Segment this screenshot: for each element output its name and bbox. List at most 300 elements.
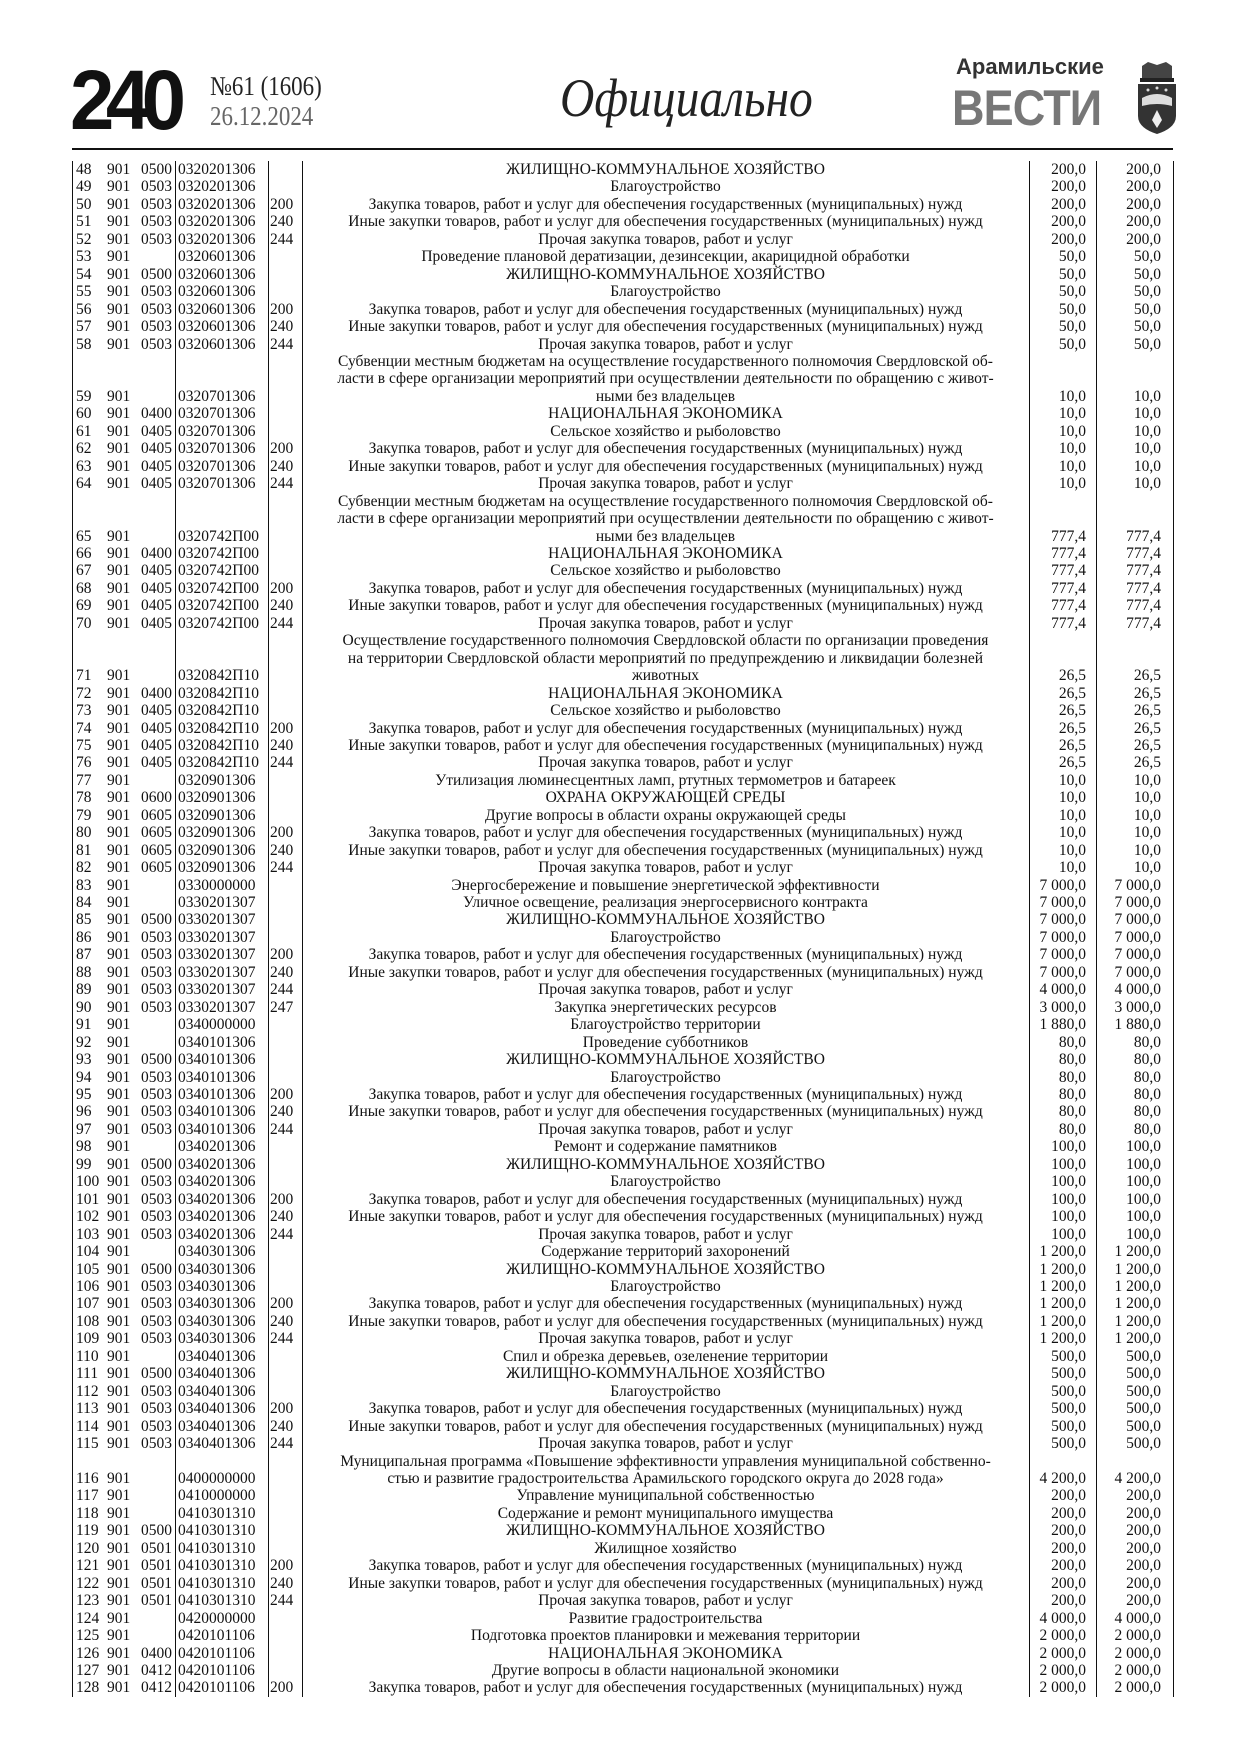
grbs-code: 901 xyxy=(107,475,131,493)
target-code: 0340101306 xyxy=(178,1051,256,1069)
table-row xyxy=(72,336,1173,353)
item-name xyxy=(302,1557,1029,1574)
row-number: 116 xyxy=(76,1469,99,1487)
expense-type-code: 200 xyxy=(270,1295,294,1313)
amount-2025: 50,0 xyxy=(1058,318,1086,336)
row-number: 73 xyxy=(76,702,92,720)
item-name xyxy=(302,353,1029,405)
item-name-line: Прочая закупка товаров, работ и услуг xyxy=(538,230,793,248)
row-number: 108 xyxy=(76,1312,100,1330)
target-code: 0320901306 xyxy=(178,841,256,859)
section-code: 0405 xyxy=(141,719,172,737)
row-number: 55 xyxy=(76,283,92,301)
target-code: 0320701306 xyxy=(178,457,256,475)
item-name-line: Закупка товаров, работ и услуг для обеспечения государственных (муниципальных) нужд xyxy=(368,1400,963,1418)
row-number: 118 xyxy=(76,1504,99,1522)
grbs-code: 901 xyxy=(107,824,131,842)
target-code: 0320842П10 xyxy=(178,702,259,720)
amount-2025: 777,4 xyxy=(1051,544,1086,562)
target-code: 0340201306 xyxy=(178,1155,256,1173)
grbs-code: 901 xyxy=(107,1190,131,1208)
row-number: 103 xyxy=(76,1225,100,1243)
amount-2026: 100,0 xyxy=(1126,1173,1161,1191)
section-code: 0412 xyxy=(141,1679,172,1697)
expense-type-code: 200 xyxy=(270,824,294,842)
item-name xyxy=(302,161,1029,178)
amount-2025: 200,0 xyxy=(1051,195,1086,213)
amount-2026: 80,0 xyxy=(1133,1033,1161,1051)
grbs-code: 901 xyxy=(107,1644,131,1662)
target-code: 0320201306 xyxy=(178,213,256,231)
grbs-code: 901 xyxy=(107,1295,131,1313)
row-number: 94 xyxy=(76,1068,92,1086)
row-number: 58 xyxy=(76,335,92,353)
target-code: 0420000000 xyxy=(178,1609,256,1627)
amount-2026: 777,4 xyxy=(1126,544,1161,562)
grbs-code: 901 xyxy=(107,614,131,632)
item-name xyxy=(302,1051,1029,1068)
section-code: 0503 xyxy=(141,318,172,336)
row-number: 122 xyxy=(76,1574,100,1592)
item-name-line: Прочая закупка товаров, работ и услуг xyxy=(538,754,793,772)
table-row xyxy=(72,1592,1173,1609)
table-row xyxy=(72,440,1173,457)
section-code: 0503 xyxy=(141,1312,172,1330)
section-code: 0405 xyxy=(141,562,172,580)
table-row xyxy=(72,1191,1173,1208)
expense-type-code: 200 xyxy=(270,719,294,737)
amount-2025: 26,5 xyxy=(1058,719,1086,737)
target-code: 0340000000 xyxy=(178,1016,256,1034)
target-code: 0320901306 xyxy=(178,824,256,842)
target-code: 0340101306 xyxy=(178,1120,256,1138)
amount-2026: 26,5 xyxy=(1133,702,1161,720)
item-name-line: Закупка товаров, работ и услуг для обеспечения государственных (муниципальных) нужд xyxy=(368,300,963,318)
table-row xyxy=(72,213,1173,230)
item-name xyxy=(302,1627,1029,1644)
row-number: 71 xyxy=(76,667,92,685)
amount-2026: 1 200,0 xyxy=(1114,1330,1161,1348)
item-name-line: Благоустройство xyxy=(610,283,721,301)
item-name-line: Энергосбережение и повышение энергетической эффективности xyxy=(451,876,880,894)
page-number: 240 xyxy=(70,53,178,147)
row-number: 80 xyxy=(76,824,92,842)
section-code: 0503 xyxy=(141,213,172,231)
target-code: 0320742П00 xyxy=(178,544,259,562)
item-name xyxy=(302,772,1029,789)
table-row xyxy=(72,1505,1173,1522)
table-row xyxy=(72,1086,1173,1103)
amount-2026: 26,5 xyxy=(1133,736,1161,754)
amount-2025: 10,0 xyxy=(1058,859,1086,877)
table-row xyxy=(72,1156,1173,1173)
grbs-code: 901 xyxy=(107,859,131,877)
section-code: 0400 xyxy=(141,544,172,562)
section-code: 0400 xyxy=(141,405,172,423)
amount-2026: 26,5 xyxy=(1133,667,1161,685)
target-code: 0340301306 xyxy=(178,1312,256,1330)
amount-2026: 80,0 xyxy=(1133,1051,1161,1069)
amount-2026: 10,0 xyxy=(1133,440,1161,458)
amount-2025: 2 000,0 xyxy=(1039,1644,1086,1662)
item-name xyxy=(302,196,1029,213)
section-code: 0503 xyxy=(141,1225,172,1243)
expense-type-code: 240 xyxy=(270,1574,294,1592)
table-row xyxy=(72,1243,1173,1260)
item-name xyxy=(302,1103,1029,1120)
budget-table xyxy=(72,161,1173,1697)
item-name-line: Подготовка проектов планировки и межевания территории xyxy=(470,1627,861,1645)
amount-2026: 200,0 xyxy=(1126,1557,1161,1575)
expense-type-code: 240 xyxy=(270,213,294,231)
header-rule xyxy=(72,148,1173,150)
row-number: 70 xyxy=(76,614,92,632)
table-row xyxy=(72,1261,1173,1278)
row-number: 76 xyxy=(76,754,92,772)
expense-type-code: 200 xyxy=(270,579,294,597)
table-row xyxy=(72,301,1173,318)
section-code: 0405 xyxy=(141,754,172,772)
table-row xyxy=(72,1435,1173,1452)
item-name-line: Уличное освещение, реализация энергосервисного контракта xyxy=(463,894,868,912)
amount-2026: 10,0 xyxy=(1133,859,1161,877)
table-row xyxy=(72,1348,1173,1365)
amount-2026: 100,0 xyxy=(1126,1190,1161,1208)
row-number: 106 xyxy=(76,1278,100,1295)
amount-2025: 7 000,0 xyxy=(1039,911,1086,929)
row-number: 61 xyxy=(76,422,92,440)
row-number: 98 xyxy=(76,1138,92,1156)
target-code: 0340101306 xyxy=(178,1068,256,1086)
item-name xyxy=(302,1121,1029,1138)
table-row xyxy=(72,1069,1173,1086)
item-name xyxy=(302,1592,1029,1609)
section-code: 0503 xyxy=(141,981,172,999)
section-code: 0500 xyxy=(141,1365,172,1383)
item-name-line: Муниципальная программа «Повышение эффективности управления муниципальной собственно- xyxy=(340,1452,991,1470)
item-name xyxy=(302,440,1029,457)
row-number: 83 xyxy=(76,876,92,894)
amount-2025: 3 000,0 xyxy=(1039,998,1086,1016)
table-row xyxy=(72,720,1173,737)
amount-2025: 100,0 xyxy=(1051,1225,1086,1243)
grbs-code: 901 xyxy=(107,1278,131,1295)
table-row xyxy=(72,1016,1173,1033)
item-name xyxy=(302,1487,1029,1504)
target-code: 0320842П10 xyxy=(178,719,259,737)
amount-2026: 777,4 xyxy=(1126,527,1161,545)
expense-type-code: 240 xyxy=(270,736,294,754)
item-name-line: ЖИЛИЩНО-КОММУНАЛЬНОЕ ХОЗЯЙСТВО xyxy=(506,911,825,929)
amount-2026: 200,0 xyxy=(1126,1592,1161,1610)
amount-2025: 777,4 xyxy=(1051,614,1086,632)
target-code: 0340301306 xyxy=(178,1295,256,1313)
item-name xyxy=(302,1243,1029,1260)
table-row xyxy=(72,562,1173,579)
amount-2026: 10,0 xyxy=(1133,789,1161,807)
item-name-line: Закупка товаров, работ и услуг для обеспечения государственных (муниципальных) нужд xyxy=(368,579,963,597)
target-code: 0320742П00 xyxy=(178,614,259,632)
amount-2025: 500,0 xyxy=(1051,1417,1086,1435)
amount-2025: 10,0 xyxy=(1058,771,1086,789)
expense-type-code: 244 xyxy=(270,859,294,877)
grbs-code: 901 xyxy=(107,457,131,475)
section-code: 0503 xyxy=(141,1103,172,1121)
section-code: 0405 xyxy=(141,702,172,720)
item-name xyxy=(302,1610,1029,1627)
grbs-code: 901 xyxy=(107,248,131,266)
amount-2025: 26,5 xyxy=(1058,684,1086,702)
section-title: Официально xyxy=(560,68,813,128)
item-name xyxy=(302,1435,1029,1452)
amount-2026: 10,0 xyxy=(1133,475,1161,493)
target-code: 0340401306 xyxy=(178,1365,256,1383)
row-number: 72 xyxy=(76,684,92,702)
table-row xyxy=(72,266,1173,283)
grbs-code: 901 xyxy=(107,1138,131,1156)
table-row xyxy=(72,1575,1173,1592)
section-code: 0605 xyxy=(141,841,172,859)
grbs-code: 901 xyxy=(107,544,131,562)
item-name-line: ЖИЛИЩНО-КОММУНАЛЬНОЕ ХОЗЯЙСТВО xyxy=(506,1051,825,1069)
amount-2025: 10,0 xyxy=(1058,475,1086,493)
amount-2026: 500,0 xyxy=(1126,1435,1161,1453)
expense-type-code: 200 xyxy=(270,1190,294,1208)
grbs-code: 901 xyxy=(107,1435,131,1453)
item-name-line: Прочая закупка товаров, работ и услуг xyxy=(538,1120,793,1138)
target-code: 0320601306 xyxy=(178,248,256,266)
item-name xyxy=(302,336,1029,353)
item-name xyxy=(302,1278,1029,1295)
amount-2026: 80,0 xyxy=(1133,1068,1161,1086)
table-row xyxy=(72,615,1173,632)
amount-2026: 200,0 xyxy=(1126,1504,1161,1522)
item-name-line: на территории Свердловской области мероприятий по предупреждению и ликвидации болезней xyxy=(347,649,984,667)
target-code: 0320701306 xyxy=(178,475,256,493)
target-code: 0320901306 xyxy=(178,789,256,807)
row-number: 88 xyxy=(76,963,92,981)
item-name-line: Другие вопросы в области охраны окружающей среды xyxy=(485,806,846,824)
table-row xyxy=(72,737,1173,754)
item-name-line: Осуществление государственного полномочия Свердловской области по организации проведения xyxy=(342,632,989,650)
item-name-line: Закупка товаров, работ и услуг для обеспечения государственных (муниципальных) нужд xyxy=(368,1295,963,1313)
table-row xyxy=(72,423,1173,440)
amount-2026: 50,0 xyxy=(1133,318,1161,336)
amount-2025: 10,0 xyxy=(1058,422,1086,440)
amount-2025: 1 200,0 xyxy=(1039,1243,1086,1261)
row-number: 57 xyxy=(76,318,92,336)
amount-2025: 80,0 xyxy=(1058,1068,1086,1086)
item-name-line: Сельское хозяйство и рыболовство xyxy=(550,562,781,580)
item-name-line: Закупка товаров, работ и услуг для обеспечения государственных (муниципальных) нужд xyxy=(368,946,963,964)
item-name xyxy=(302,1208,1029,1225)
amount-2026: 1 200,0 xyxy=(1114,1243,1161,1261)
amount-2025: 777,4 xyxy=(1051,562,1086,580)
amount-2025: 7 000,0 xyxy=(1039,946,1086,964)
amount-2026: 50,0 xyxy=(1133,248,1161,266)
table-row xyxy=(72,1540,1173,1557)
row-number: 53 xyxy=(76,248,92,266)
item-name xyxy=(302,964,1029,981)
grbs-code: 901 xyxy=(107,789,131,807)
amount-2025: 80,0 xyxy=(1058,1086,1086,1104)
grbs-code: 901 xyxy=(107,1522,131,1540)
section-code: 0503 xyxy=(141,1278,172,1295)
section-code: 0405 xyxy=(141,457,172,475)
grbs-code: 901 xyxy=(107,1365,131,1383)
expense-type-code: 240 xyxy=(270,597,294,615)
table-row xyxy=(72,1645,1173,1662)
amount-2025: 7 000,0 xyxy=(1039,876,1086,894)
row-number: 95 xyxy=(76,1086,92,1104)
section-code: 0503 xyxy=(141,1120,172,1138)
target-code: 0340301306 xyxy=(178,1278,256,1295)
amount-2025: 7 000,0 xyxy=(1039,894,1086,912)
amount-2025: 100,0 xyxy=(1051,1173,1086,1191)
item-name xyxy=(302,1383,1029,1400)
table-row xyxy=(72,859,1173,876)
grbs-code: 901 xyxy=(107,1557,131,1575)
target-code: 0320901306 xyxy=(178,806,256,824)
item-name xyxy=(302,178,1029,195)
grbs-code: 901 xyxy=(107,1504,131,1522)
table-row xyxy=(72,1034,1173,1051)
row-number: 60 xyxy=(76,405,92,423)
section-code: 0503 xyxy=(141,963,172,981)
item-name xyxy=(302,1348,1029,1365)
expense-type-code: 200 xyxy=(270,195,294,213)
table-row xyxy=(72,196,1173,213)
table-row xyxy=(72,685,1173,702)
grbs-code: 901 xyxy=(107,1068,131,1086)
amount-2025: 200,0 xyxy=(1051,213,1086,231)
amount-2026: 7 000,0 xyxy=(1114,963,1161,981)
expense-type-code: 244 xyxy=(270,335,294,353)
item-name xyxy=(302,1575,1029,1592)
row-number: 59 xyxy=(76,387,92,405)
table-row xyxy=(72,1278,1173,1295)
section-code: 0503 xyxy=(141,195,172,213)
target-code: 0320201306 xyxy=(178,195,256,213)
table-row xyxy=(72,911,1173,928)
amount-2025: 100,0 xyxy=(1051,1155,1086,1173)
row-number: 96 xyxy=(76,1103,92,1121)
amount-2026: 200,0 xyxy=(1126,1487,1161,1505)
item-name-line: Закупка товаров, работ и услуг для обеспечения государственных (муниципальных) нужд xyxy=(368,1679,963,1697)
item-name xyxy=(302,824,1029,841)
section-code: 0503 xyxy=(141,300,172,318)
amount-2026: 7 000,0 xyxy=(1114,946,1161,964)
table-row xyxy=(72,999,1173,1016)
expense-type-code: 244 xyxy=(270,1330,294,1348)
grbs-code: 901 xyxy=(107,1592,131,1610)
amount-2025: 26,5 xyxy=(1058,736,1086,754)
target-code: 0320901306 xyxy=(178,859,256,877)
item-name-line: Жилищное хозяйство xyxy=(594,1539,737,1557)
item-name xyxy=(302,1313,1029,1330)
item-name-line: ными без владельцев xyxy=(595,527,736,545)
item-name xyxy=(302,1522,1029,1539)
item-name-line: Иные закупки товаров, работ и услуг для обеспечения государственных (муниципальных) нужд xyxy=(348,963,983,981)
item-name xyxy=(302,999,1029,1016)
amount-2025: 26,5 xyxy=(1058,667,1086,685)
item-name-line: Содержание территорий захоронений xyxy=(541,1243,790,1261)
item-name-line: ЖИЛИЩНО-КОММУНАЛЬНОЕ ХОЗЯЙСТВО xyxy=(506,1260,825,1278)
row-number: 79 xyxy=(76,806,92,824)
item-name-line: НАЦИОНАЛЬНАЯ ЭКОНОМИКА xyxy=(548,405,783,423)
item-name-line: Прочая закупка товаров, работ и услуг xyxy=(538,614,793,632)
item-name xyxy=(302,807,1029,824)
amount-2025: 200,0 xyxy=(1051,230,1086,248)
table-row xyxy=(72,1173,1173,1190)
item-name-line: НАЦИОНАЛЬНАЯ ЭКОНОМИКА xyxy=(548,1644,783,1662)
amount-2025: 50,0 xyxy=(1058,265,1086,283)
target-code: 0320701306 xyxy=(178,387,256,405)
section-code: 0503 xyxy=(141,1295,172,1313)
item-name-line: Благоустройство xyxy=(610,1173,721,1191)
target-code: 0410000000 xyxy=(178,1487,256,1505)
target-code: 0340401306 xyxy=(178,1417,256,1435)
target-code: 0400000000 xyxy=(178,1469,256,1487)
target-code: 0340201306 xyxy=(178,1173,256,1191)
amount-2026: 4 000,0 xyxy=(1114,981,1161,999)
target-code: 0340401306 xyxy=(178,1382,256,1400)
amount-2026: 7 000,0 xyxy=(1114,911,1161,929)
grbs-code: 901 xyxy=(107,894,131,912)
expense-type-code: 244 xyxy=(270,475,294,493)
item-name xyxy=(302,1173,1029,1190)
grbs-code: 901 xyxy=(107,318,131,336)
table-row xyxy=(72,754,1173,771)
grbs-code: 901 xyxy=(107,562,131,580)
grbs-code: 901 xyxy=(107,981,131,999)
item-name-line: ЖИЛИЩНО-КОММУНАЛЬНОЕ ХОЗЯЙСТВО xyxy=(506,1522,825,1540)
item-name xyxy=(302,1662,1029,1679)
target-code: 0340401306 xyxy=(178,1435,256,1453)
amount-2025: 80,0 xyxy=(1058,1033,1086,1051)
section-code: 0500 xyxy=(141,1522,172,1540)
target-code: 0330201307 xyxy=(178,946,256,964)
row-number: 113 xyxy=(76,1400,99,1418)
amount-2026: 4 200,0 xyxy=(1114,1469,1161,1487)
amount-2026: 100,0 xyxy=(1126,1208,1161,1226)
table-row xyxy=(72,475,1173,492)
section-code: 0405 xyxy=(141,579,172,597)
target-code: 0340401306 xyxy=(178,1400,256,1418)
section-code: 0500 xyxy=(141,1051,172,1069)
expense-type-code: 200 xyxy=(270,440,294,458)
issue-date: 26.12.2024 xyxy=(210,101,314,131)
item-name-line: Сельское хозяйство и рыболовство xyxy=(550,422,781,440)
row-number: 89 xyxy=(76,981,92,999)
table-row xyxy=(72,1103,1173,1120)
section-code: 0503 xyxy=(141,283,172,301)
amount-2026: 1 880,0 xyxy=(1114,1016,1161,1034)
amount-2026: 10,0 xyxy=(1133,824,1161,842)
row-number: 66 xyxy=(76,544,92,562)
grbs-code: 901 xyxy=(107,841,131,859)
row-number: 92 xyxy=(76,1033,92,1051)
item-name-line: ЖИЛИЩНО-КОММУНАЛЬНОЕ ХОЗЯЙСТВО xyxy=(506,1155,825,1173)
row-number: 114 xyxy=(76,1417,99,1435)
item-name-line: Прочая закупка товаров, работ и услуг xyxy=(538,859,793,877)
grbs-code: 901 xyxy=(107,1627,131,1645)
target-code: 0320201306 xyxy=(178,178,256,196)
grbs-code: 901 xyxy=(107,265,131,283)
section-code: 0405 xyxy=(141,422,172,440)
amount-2026: 100,0 xyxy=(1126,1155,1161,1173)
target-code: 0410301310 xyxy=(178,1557,256,1575)
